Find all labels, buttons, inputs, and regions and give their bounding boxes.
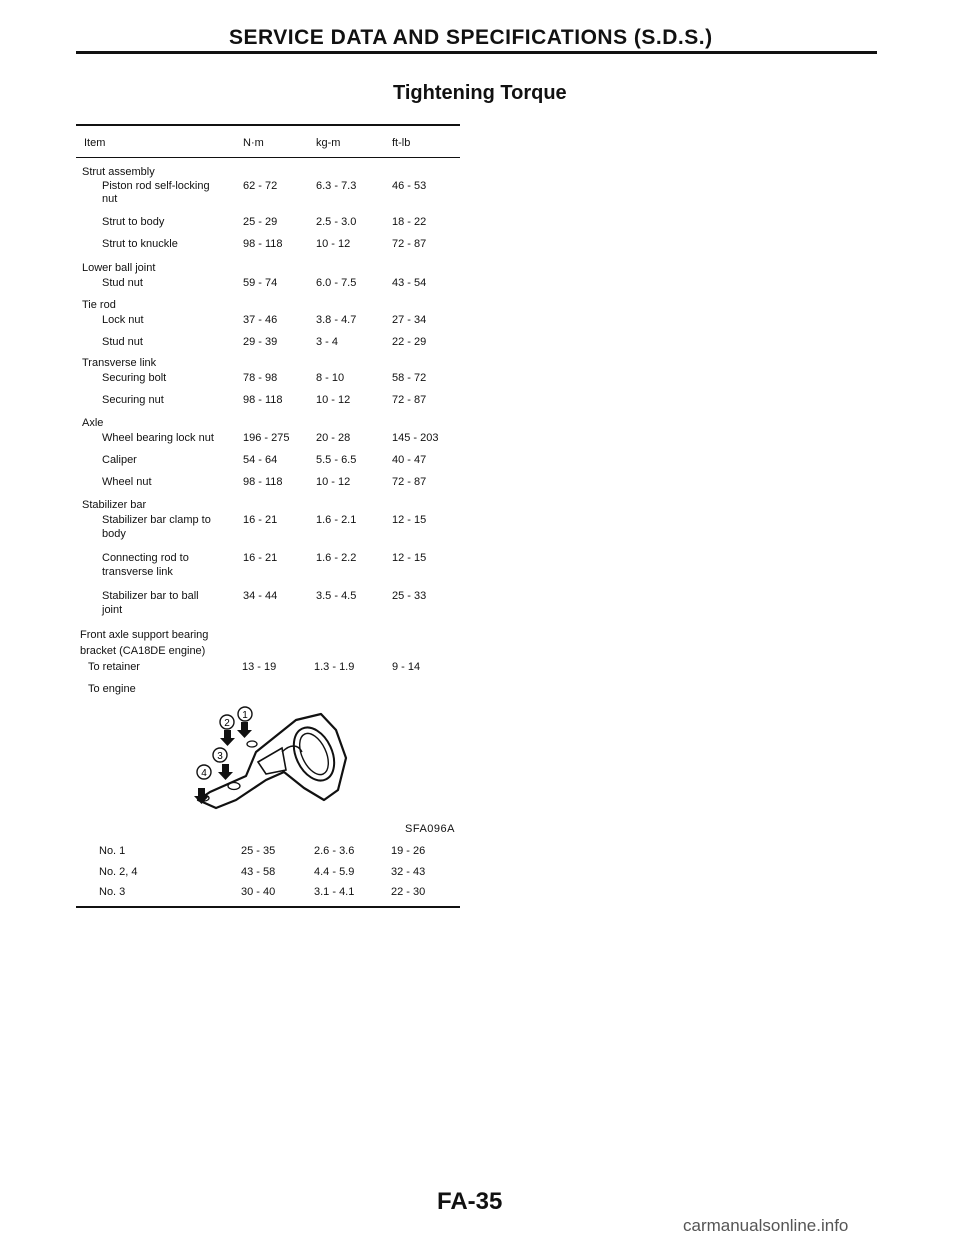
value-ftlb: 32 - 43 — [391, 866, 426, 878]
value-kgm: 3.5 - 4.5 — [316, 590, 357, 602]
item-label-cont: transverse link — [102, 566, 173, 578]
item-label-cont: body — [102, 528, 126, 540]
value-nm: 43 - 58 — [241, 866, 276, 878]
value-kgm: 4.4 - 5.9 — [314, 866, 355, 878]
callout-3 — [213, 748, 227, 762]
item-label: Connecting rod to — [102, 552, 189, 564]
callout-4 — [197, 765, 211, 779]
item-label: No. 3 — [99, 886, 126, 898]
bolt-arrow-3 — [218, 764, 233, 780]
value-ftlb: 72 - 87 — [392, 476, 427, 488]
column-header-ftlb: ft-lb — [392, 137, 411, 149]
value-ftlb: 43 - 54 — [392, 277, 427, 289]
item-label: Caliper — [102, 454, 137, 466]
item-label-cont: joint — [102, 604, 123, 616]
bolt-arrow-2 — [220, 730, 235, 746]
table-top-rule — [76, 124, 460, 126]
value-nm: 98 - 118 — [243, 476, 283, 488]
callout-2-label: 2 — [224, 718, 230, 729]
bolt-hole-4 — [228, 783, 240, 790]
figure-code: SFA096A — [405, 823, 455, 835]
value-nm: 98 - 118 — [243, 238, 283, 250]
value-ftlb: 58 - 72 — [392, 372, 427, 384]
item-label: Wheel nut — [102, 476, 152, 488]
callout-2 — [220, 715, 234, 729]
callout-3-label: 3 — [217, 751, 223, 762]
item-label: Securing bolt — [102, 372, 167, 384]
bracket-diagram — [186, 700, 356, 820]
column-header-item: Item — [84, 137, 106, 149]
page-number: FA-35 — [437, 1188, 503, 1215]
item-label: No. 2, 4 — [99, 866, 138, 878]
value-kgm: 3 - 4 — [316, 336, 339, 348]
value-nm: 37 - 46 — [243, 314, 278, 326]
value-ftlb: 19 - 26 — [391, 845, 426, 857]
item-label-cont: nut — [102, 193, 118, 205]
value-ftlb: 72 - 87 — [392, 394, 427, 406]
value-ftlb: 27 - 34 — [392, 314, 427, 326]
value-nm: 54 - 64 — [243, 454, 278, 466]
group-label: Strut assembly — [82, 166, 155, 178]
value-ftlb: 18 - 22 — [392, 216, 427, 228]
callout-1-label: 1 — [242, 710, 248, 721]
callout-1 — [238, 707, 252, 721]
item-label: Securing nut — [102, 394, 164, 406]
bracket-rib — [258, 748, 286, 774]
value-kgm: 5.5 - 6.5 — [316, 454, 357, 466]
table-header-rule — [76, 157, 460, 158]
value-ftlb: 22 - 29 — [392, 336, 427, 348]
bracket-bore — [286, 721, 342, 787]
item-label: Strut to knuckle — [102, 238, 178, 250]
value-kgm: 3.8 - 4.7 — [316, 314, 357, 326]
value-kgm: 6.0 - 7.5 — [316, 277, 357, 289]
value-kgm: 8 - 10 — [316, 372, 345, 384]
group-label: Transverse link — [82, 357, 157, 369]
value-kgm: 10 - 12 — [316, 476, 351, 488]
column-header-kgm: kg-m — [316, 137, 341, 149]
callout-4-label: 4 — [201, 768, 207, 779]
value-ftlb: 12 - 15 — [392, 514, 427, 526]
value-kgm: 2.6 - 3.6 — [314, 845, 355, 857]
value-kgm: 20 - 28 — [316, 432, 351, 444]
value-ftlb: 12 - 15 — [392, 552, 427, 564]
item-label: To engine — [88, 683, 136, 695]
value-nm: 34 - 44 — [243, 590, 278, 602]
item-label: Stud nut — [102, 336, 143, 348]
value-nm: 29 - 39 — [243, 336, 278, 348]
value-kgm: 10 - 12 — [316, 394, 351, 406]
value-nm: 30 - 40 — [241, 886, 276, 898]
watermark: carmanualsonline.info — [683, 1216, 849, 1235]
page-header: SERVICE DATA AND SPECIFICATIONS (S.D.S.) — [229, 26, 713, 49]
bracket-bore-inner — [294, 729, 334, 779]
group-label: Axle — [82, 417, 104, 429]
group-label: Stabilizer bar — [82, 499, 147, 511]
value-ftlb: 22 - 30 — [391, 886, 426, 898]
bracket-slot — [282, 746, 302, 752]
bolt-hole-3 — [247, 741, 257, 747]
value-nm: 98 - 118 — [243, 394, 283, 406]
value-nm: 25 - 35 — [241, 845, 276, 857]
group-label: Lower ball joint — [82, 262, 156, 274]
item-label: Stabilizer bar to ball — [102, 590, 199, 602]
item-label: Strut to body — [102, 216, 165, 228]
value-ftlb: 46 - 53 — [392, 180, 427, 192]
column-header-nm: N·m — [243, 137, 264, 149]
value-kgm: 1.3 - 1.9 — [314, 661, 355, 673]
section-title: Tightening Torque — [393, 82, 567, 104]
value-nm: 59 - 74 — [243, 277, 278, 289]
value-kgm: 3.1 - 4.1 — [314, 886, 355, 898]
value-nm: 78 - 98 — [243, 372, 278, 384]
item-label: No. 1 — [99, 845, 126, 857]
value-ftlb: 72 - 87 — [392, 238, 427, 250]
value-nm: 196 - 275 — [243, 432, 290, 444]
value-ftlb: 9 - 14 — [392, 661, 421, 673]
header-rule — [76, 51, 877, 54]
value-ftlb: 25 - 33 — [392, 590, 427, 602]
value-nm: 25 - 29 — [243, 216, 278, 228]
table-bottom-rule — [76, 906, 460, 908]
item-label: Stabilizer bar clamp to — [102, 514, 211, 526]
item-label: Wheel bearing lock nut — [102, 432, 214, 444]
value-kgm: 1.6 - 2.1 — [316, 514, 357, 526]
value-nm: 13 - 19 — [242, 661, 277, 673]
item-label: Lock nut — [102, 314, 144, 326]
value-kgm: 10 - 12 — [316, 238, 351, 250]
value-nm: 16 - 21 — [243, 552, 278, 564]
bolt-arrow-1 — [237, 722, 252, 738]
item-label: Piston rod self-locking — [102, 180, 210, 192]
group-label: Tie rod — [82, 299, 116, 311]
value-kgm: 2.5 - 3.0 — [316, 216, 357, 228]
bolt-arrow-4 — [194, 788, 209, 804]
value-nm: 62 - 72 — [243, 180, 278, 192]
value-nm: 16 - 21 — [243, 514, 278, 526]
group-label-cont: bracket (CA18DE engine) — [80, 645, 206, 657]
item-label: To retainer — [88, 661, 140, 673]
value-kgm: 1.6 - 2.2 — [316, 552, 357, 564]
group-label: Front axle support bearing — [80, 629, 209, 641]
item-label: Stud nut — [102, 277, 143, 289]
value-kgm: 6.3 - 7.3 — [316, 180, 357, 192]
value-ftlb: 145 - 203 — [392, 432, 439, 444]
value-ftlb: 40 - 47 — [392, 454, 427, 466]
